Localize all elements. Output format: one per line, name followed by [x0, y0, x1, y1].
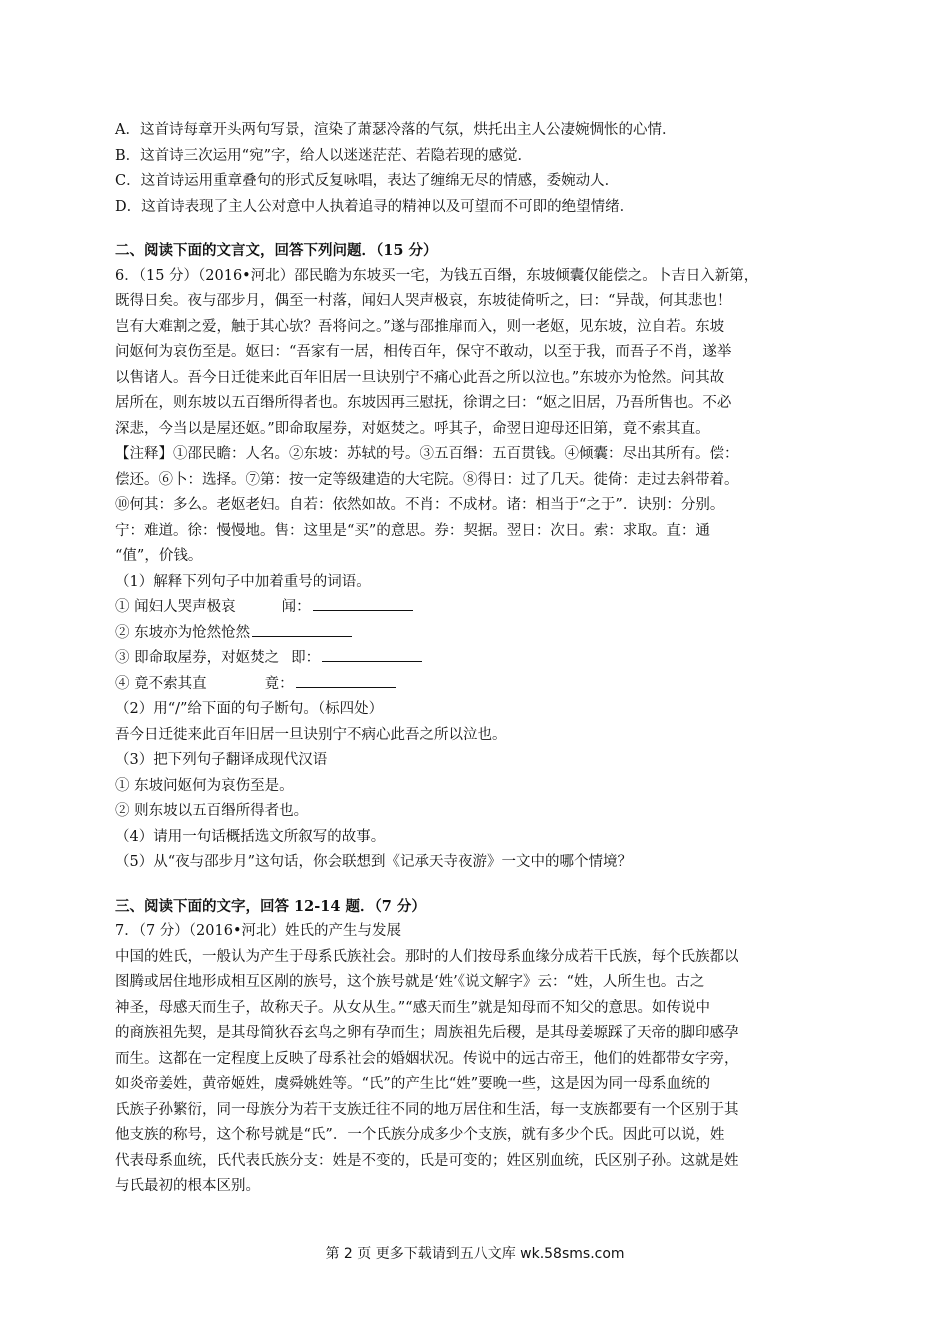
q1-sentence: ② 东坡亦为怆然怆然: [115, 624, 251, 641]
answer-blank: [252, 622, 352, 637]
passage-line: 图腾或居住地形成相互区剐的族号，这个族号就是‘姓’《说文解字》云：“姓，人所生也。古之: [115, 974, 705, 990]
passage-line: 问妪何为哀伤至是。妪曰：“吾家有一居，相传百年，保守不敢动，以至于我，而吾子不肖，遂举: [115, 344, 732, 360]
q1-word: 即：: [291, 650, 321, 666]
q1-item: [115, 621, 843, 647]
answer-blank: [322, 647, 422, 662]
q1-item: [115, 595, 843, 621]
answer-blank: [296, 673, 396, 688]
option-d: D．这首诗表现了主人公对意中人执着追寻的精神以及可望而不可即的绝望情绪．: [115, 198, 635, 215]
question-1: （1）解释下列句子中加着重号的词语。: [115, 573, 371, 590]
document-page: [115, 118, 843, 1200]
q1-item: [115, 672, 843, 698]
question-4: （4）请用一句话概括选文所叙写的故事。: [115, 828, 386, 845]
passage-line: 而生。这都在一定程度上反映了母系社会的婚姻状况。传说中的远古帝王，他们的姓都带女字旁，: [115, 1050, 739, 1067]
section2-heading: 二、阅读下面的文言文，回答下列问题．（15 分）: [115, 242, 438, 259]
notes-line: 【注释】①邵民瞻：人名。②东坡：苏轼的号。③五百缗：五百贯钱。④倾囊：尽出其所有。偿：: [115, 446, 739, 462]
section3-intro: 7．（7 分）（2016•河北）姓氏的产生与发展: [115, 923, 402, 939]
passage-line: 与氏最初的根本区别。: [115, 1178, 260, 1194]
section3-heading: 三、阅读下面的文字，回答 12-14 题．（7 分）: [115, 897, 426, 915]
option-c: C．这首诗运用重章叠句的形式反复咏唱，表达了缠绵无尽的情感，委婉动人．: [115, 173, 620, 189]
page-footer: 第 2 页 更多下载请到五八文库 wk.58sms.com: [325, 1246, 625, 1262]
q1-item: [115, 646, 843, 672]
passage-line: 岂有大难割之爱，触于其心欤？吾将问之。”遂与邵推扉而入，则一老妪，见东坡，泣自若。东坡: [115, 318, 725, 335]
passage-line: 既得日矣。夜与邵步月，偶至一村落，闻妇人哭声极哀，东坡徒倚听之，曰：“异哉，何其悲也！: [115, 293, 732, 309]
q1-word: 竟：: [264, 675, 294, 692]
q1-word: 闻：: [281, 599, 311, 615]
option-a: A．这首诗每章开头两句写景，渲染了萧瑟冷落的气氛，烘托出主人公凄婉惆怅的心情．: [115, 122, 677, 138]
passage-line: 他支族的称号，这个称号就是“氏”．一个氏族分成多少个支族，就有多少个氏。因此可以说，姓: [115, 1127, 725, 1143]
passage-line: 以售诸人。吾今日迁徙来此百年旧居一旦诀别宁不痛心此吾之所以泣也。”东坡亦为怆然。问其故: [115, 369, 725, 386]
notes-line: 偿还。⑥卜：选择。⑦第：按一定等级建造的大宅院。⑧得日：过了几天。徙倚：走过去斜带着。: [115, 471, 739, 488]
q1-sentence: ③ 即命取屋券，对妪焚之: [115, 650, 280, 666]
q1-sentence: ④ 竟不索其直: [115, 675, 207, 692]
passage-line: 深悲，今当以是屋还妪。”即命取屋券，对妪焚之。呼其子，命翌日迎母还旧第，竟不索其直。: [115, 420, 710, 437]
question-2: （2）用“/”给下面的句子断句。（标四处）: [115, 701, 384, 717]
notes-line: ⑩何其：多么。老妪老妇。自若：依然如故。不肖：不成材。诸：相当于“之于”．诀别：分别。: [115, 497, 725, 513]
passage-line: 代表母系血统，氏代表氏族分支：姓是不变的，氏是可变的；姓区别血统，氏区别子孙。这就是姓: [115, 1152, 739, 1169]
q3-item: ① 东坡问妪何为哀伤至是。: [115, 777, 294, 794]
passage-line: 氏族子孙繁衍，同一母族分为若干支族迁往不同的地万居住和生活，每一支族都要有一个区别于其: [115, 1101, 739, 1118]
notes-line: 宁：难道。徐：慢慢地。售：这里是“买”的意思。券：契据。翌日：次日。索：求取。直：通: [115, 522, 710, 539]
passage-line: 中国的姓氏，一般认为产生于母系氏族社会。那时的人们按母系血缘分成若干氏族，每个氏族都以: [115, 948, 739, 965]
answer-blank: [313, 596, 413, 611]
passage-line: 神圣，母感天而生子，故称天子。从女从生。”“感天而生”就是知母而不知父的意思。如传说中: [115, 999, 710, 1016]
q2-text: 吾今日迁徙来此百年旧居一旦诀别宁不病心此吾之所以泣也。: [115, 726, 507, 743]
option-b: B．这首诗三次运用“宛”字，给人以迷迷茫茫、若隐若现的感觉．: [115, 147, 532, 164]
passage-line: 居所在，则东坡以五百缗所得者也。东坡因再三慰抚，徐谓之曰：“妪之旧居，乃吾所售也。不必: [115, 395, 732, 411]
passage-line: 的商族祖先契，是其母简狄吞玄鸟之卵有孕而生；周族祖先后稷，是其母姜塬踩了天帝的脚印感孕: [115, 1025, 739, 1041]
passage-line: 6．（15 分）（2016•河北）邵民瞻为东坡买一宅，为钱五百缗，东坡倾囊仅能偿之。卜吉日入新第，: [115, 267, 759, 284]
question-3: （3）把下列句子翻译成现代汉语: [115, 752, 328, 768]
q3-item: ② 则东坡以五百缗所得者也。: [115, 803, 309, 819]
question-5: （5）从“夜与邵步月”这句话，你会联想到《记承天寺夜游》一文中的哪个情境？: [115, 854, 633, 870]
passage-line: 如炎帝姜姓，黄帝姬姓，虞舜姚姓等。“氏”的产生比“姓”要晚一些，这是因为同一母系血统的: [115, 1076, 711, 1092]
notes-line: “值”，价钱。: [115, 548, 203, 564]
q1-sentence: ① 闻妇人哭声极哀: [115, 599, 236, 615]
